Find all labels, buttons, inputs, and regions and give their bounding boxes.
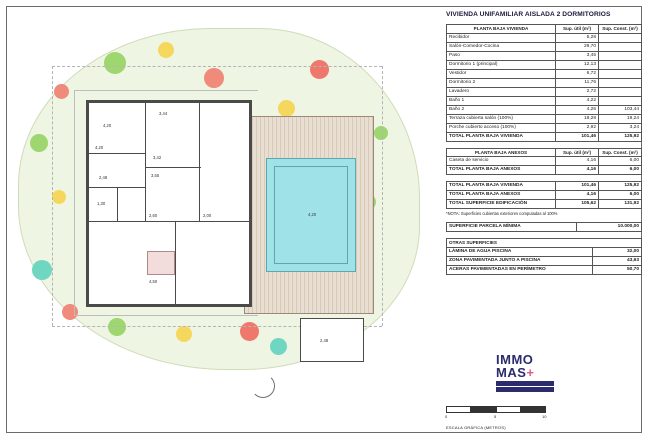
table-header-row [447, 239, 642, 248]
cell-const: 3,24 [599, 123, 642, 132]
scale-segment [446, 406, 471, 413]
cell-util: 2,92 [556, 123, 599, 132]
table-row [447, 105, 642, 114]
scale-segment [521, 406, 546, 413]
wall-segment [199, 167, 200, 221]
cell-util: 2,72 [556, 87, 599, 96]
wall-segment [145, 103, 146, 221]
cell-util: 105,62 [556, 200, 599, 209]
cell-name: TOTAL SUPERFICIE EDIFICACIÓN [447, 200, 556, 209]
cell-const [599, 69, 642, 78]
house-footprint [86, 100, 252, 307]
tree-icon [204, 68, 224, 88]
cell-const [599, 87, 642, 96]
logo-bar-top [496, 381, 554, 386]
table-vivienda-wrap [446, 24, 642, 142]
cell-name: LÁMINA DE AGUA PISCINA [447, 247, 593, 256]
table-vivienda [446, 24, 642, 142]
cell-util: 18,28 [556, 114, 599, 123]
table-row [447, 60, 642, 69]
cell-const: 19,24 [599, 114, 642, 123]
cell-const [599, 78, 642, 87]
table-row [447, 33, 642, 42]
plan-dimension-label: 4,50 [149, 279, 158, 284]
cell-const [599, 33, 642, 42]
wall-segment [89, 153, 146, 154]
cell-name: Terraza cubierta salón (100%) [447, 114, 556, 123]
table-parcela [446, 222, 642, 232]
table-row [447, 182, 642, 191]
cell-const: 125,92 [599, 132, 642, 141]
tree-icon [30, 134, 48, 152]
cell-name: Caseta de servicio [447, 157, 556, 166]
cell-util: 101,46 [556, 132, 599, 141]
cell-const [599, 51, 642, 60]
tree-icon [374, 126, 388, 140]
cell-util: 4,16 [556, 166, 599, 175]
cell-util: 29,70 [556, 42, 599, 51]
cell-util: 11,76 [556, 78, 599, 87]
cell-util: 4,26 [556, 105, 599, 114]
perimeter-paving [74, 315, 258, 316]
cell-name: Paso [447, 51, 556, 60]
site-plan [8, 8, 440, 429]
cell-util: 5,28 [556, 33, 599, 42]
scale-caption: ESCALA GRÁFICA (METROS) [446, 425, 506, 430]
table-header-row [447, 148, 642, 157]
cell-const [599, 96, 642, 105]
plan-dimension-label: 4,20 [308, 212, 317, 217]
table-vivienda-body [447, 33, 642, 141]
tree-icon [278, 100, 295, 117]
table-row [447, 42, 642, 51]
cell-value: 50,70 [593, 265, 642, 274]
cell-const: 6,00 [599, 166, 642, 175]
table-anexos [446, 148, 642, 176]
plan-dimension-label: 2,00 [203, 213, 212, 218]
logo-mas-text: MAS [496, 365, 527, 380]
cell-util: 4,16 [556, 191, 599, 200]
page-title: VIVIENDA UNIFAMILIAR AISLADA 2 DORMITORIOS [446, 11, 611, 18]
cell-name: TOTAL PLANTA BAJA ANEXOS [447, 166, 556, 175]
cell-const: 125,92 [599, 182, 642, 191]
plot-boundary-right [382, 66, 383, 326]
scale-label: 10 [542, 414, 547, 419]
col-header-const: Sup. Const. (m²) [599, 148, 642, 157]
col-header-util: Sup. útil (m²) [556, 25, 599, 34]
scale-segment [496, 406, 521, 413]
cell-name: Lavadero [447, 87, 556, 96]
wall-segment [145, 167, 201, 168]
cell-name: ZONA PAVIMENTADA JUNTO A PISCINA [447, 256, 593, 265]
cell-name: Baño 1 [447, 96, 556, 105]
perimeter-paving [74, 90, 75, 316]
tree-icon [240, 322, 259, 341]
table-row [447, 265, 642, 274]
tree-icon [32, 260, 52, 280]
logo-bar-bottom [496, 387, 554, 392]
table-row [447, 157, 642, 166]
cell-value: 32,00 [593, 247, 642, 256]
table-row [447, 87, 642, 96]
plan-dimension-label: 3,55 [151, 173, 160, 178]
table-row [447, 256, 642, 265]
cell-name: TOTAL PLANTA BAJA ANEXOS [447, 191, 556, 200]
logo-plus-icon: + [526, 365, 535, 380]
wall-segment [87, 101, 89, 306]
north-arrow-icon [251, 374, 275, 398]
cell-const [599, 60, 642, 69]
cell-const: 103,44 [599, 105, 642, 114]
table-row [447, 96, 642, 105]
cell-util: 6,72 [556, 69, 599, 78]
plan-dimension-label: 3,44 [159, 111, 168, 116]
table-parcela-body [447, 223, 642, 232]
table-row [447, 191, 642, 200]
table-total-row [447, 166, 642, 175]
table-row [447, 69, 642, 78]
cell-util: 4,16 [556, 157, 599, 166]
tree-icon [52, 190, 66, 204]
plot-boundary-top [52, 66, 382, 67]
table-otras-superficies [446, 238, 642, 275]
wall-segment [175, 221, 176, 305]
cell-name: Porche cubierto acceso (100%) [447, 123, 556, 132]
cell-name: Salón-Comedor-Cocina [447, 42, 556, 51]
service-hut-plan [300, 318, 364, 362]
wall-segment [117, 187, 118, 221]
cell-name: TOTAL PLANTA BAJA VIVIENDA [447, 182, 556, 191]
scale-segment [471, 406, 496, 413]
table-row [447, 114, 642, 123]
plan-dimension-label: 4,20 [95, 145, 104, 150]
col-header-name: PLANTA BAJA ANEXOS [447, 148, 556, 157]
table-row [447, 247, 642, 256]
scale-segments [445, 406, 596, 419]
tree-icon [310, 60, 329, 79]
table-anexos-body [447, 157, 642, 175]
company-logo [496, 353, 640, 401]
plan-dimension-label: 1,30 [97, 201, 106, 206]
tree-icon [62, 304, 78, 320]
wall-segment [249, 101, 251, 306]
tree-icon [104, 52, 126, 74]
wall-segment [87, 101, 251, 103]
cell-const: 131,92 [599, 200, 642, 209]
table-resumen [446, 181, 642, 209]
tree-icon [270, 338, 287, 355]
cell-name: SUPERFICIE PARCELA MÍNIMA [447, 223, 577, 232]
cell-name: Baño 2 [447, 105, 556, 114]
cell-util: 12,13 [556, 60, 599, 69]
cell-const [599, 42, 642, 51]
cell-util: 101,46 [556, 182, 599, 191]
table-resumen-body [447, 182, 642, 209]
wall-segment [199, 103, 200, 167]
surface-note: *NOTA: Superficies cubiertas exteriores computadas al 100% [446, 211, 558, 217]
cell-name: Recibidor [447, 33, 556, 42]
logo-line-2 [496, 366, 640, 379]
table-row [447, 223, 642, 232]
col-header-otras: OTRAS SUPERFICIES [447, 239, 642, 248]
tree-icon [54, 84, 69, 99]
scale-label: 5 [494, 414, 497, 419]
wall-segment [87, 304, 251, 306]
table-row [447, 123, 642, 132]
cell-util: 4,22 [556, 96, 599, 105]
stair-hatch [147, 251, 175, 275]
cell-name: TOTAL PLANTA BAJA VIVIENDA [447, 132, 556, 141]
table-total-row [447, 132, 642, 141]
logo-line-1: IMMO [496, 352, 534, 367]
plan-dimension-label: 3,42 [153, 155, 162, 160]
cell-const: 6,00 [599, 157, 642, 166]
perimeter-paving [74, 90, 258, 91]
info-panel [446, 8, 642, 429]
graphic-scale [446, 406, 642, 430]
plot-boundary-left [52, 66, 53, 326]
col-header-name: PLANTA BAJA VIVIENDA [447, 25, 556, 34]
col-header-util: Sup. útil (m²) [556, 148, 599, 157]
wall-segment [145, 221, 249, 222]
plan-dimension-label: 2,48 [320, 338, 329, 343]
table-row [447, 200, 642, 209]
scale-label: 0 [445, 414, 448, 419]
tree-icon [176, 326, 192, 342]
plan-dimension-label: 2,60 [149, 213, 158, 218]
table-row [447, 51, 642, 60]
cell-value: 43,63 [593, 256, 642, 265]
cell-name: Vestidor [447, 69, 556, 78]
cell-name: ACERAS PAVIMENTADAS EN PERÍMETRO [447, 265, 593, 274]
cell-const: 6,00 [599, 191, 642, 200]
table-row [447, 78, 642, 87]
cell-value: 10.000,00 [577, 223, 642, 232]
col-header-const: Sup. Const. (m²) [599, 25, 642, 34]
plan-dimension-label: 4,20 [103, 123, 112, 128]
table-otras-body [447, 247, 642, 274]
plan-dimension-label: 2,48 [99, 175, 108, 180]
cell-name: Dormitorio 2 [447, 78, 556, 87]
tree-icon [158, 42, 174, 58]
table-header-row [447, 25, 642, 34]
cell-name: Dormitorio 1 (principal) [447, 60, 556, 69]
tree-icon [108, 318, 126, 336]
wall-segment [89, 221, 145, 222]
cell-util: 3,45 [556, 51, 599, 60]
